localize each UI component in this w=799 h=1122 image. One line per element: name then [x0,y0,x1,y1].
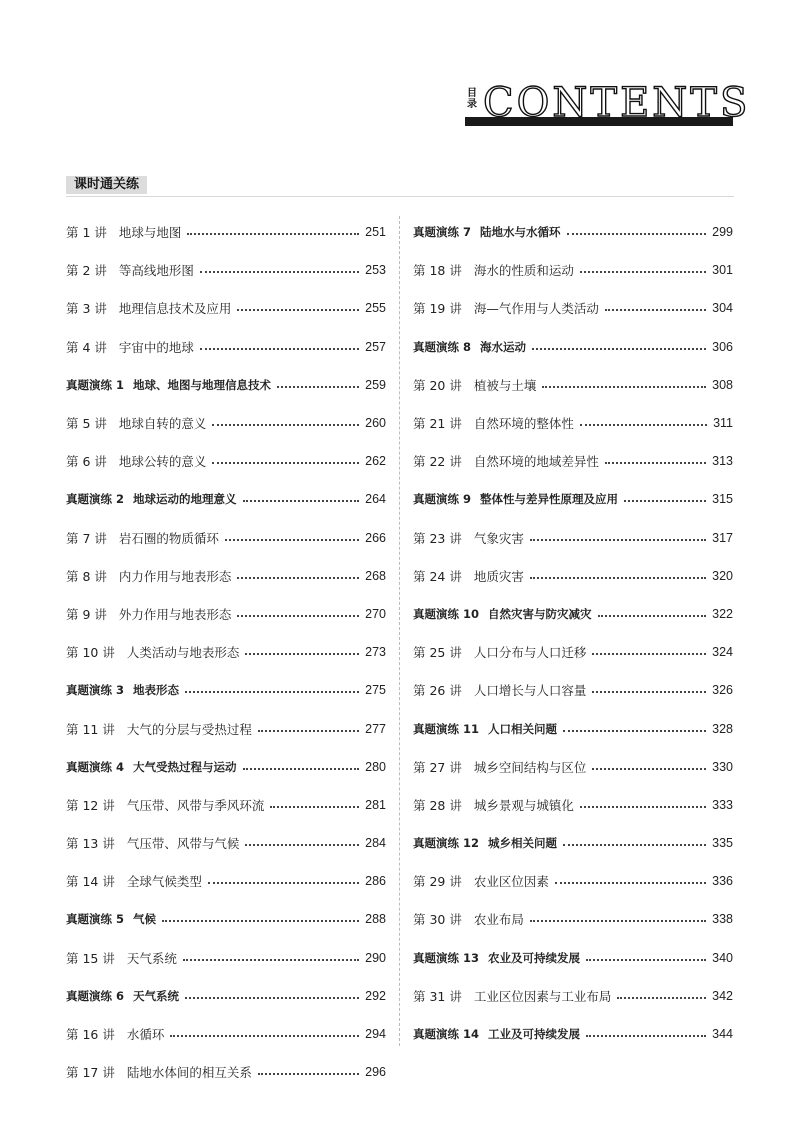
leader-dots [208,882,359,884]
leader-dots [567,233,707,235]
toc-entry-title: 自然灾害与防灾减灾 [488,606,592,621]
toc-entry-title: 岩石圈的物质循环 [118,530,219,546]
section-header [66,176,734,197]
leader-dots [586,959,706,961]
toc-entry-number: 真题演练 5 [66,912,125,927]
toc-entry[interactable] [66,595,386,633]
toc-entry-page: 275 [365,683,386,698]
toc-entry-page: 308 [712,377,733,392]
toc-entry-number: 真题演练 7 [413,225,472,240]
toc-entry-page: 262 [365,454,386,469]
toc-entry-page: 299 [712,225,733,240]
toc-entry[interactable] [413,557,733,595]
toc-entry-number: 第 21 讲 [413,416,462,432]
leader-dots [212,424,359,426]
toc-entry-number: 真题演练 4 [66,759,125,774]
toc-entry-number: 第 25 讲 [413,645,462,661]
toc-entry[interactable] [66,557,386,595]
toc-entry[interactable] [66,328,386,366]
leader-dots [200,271,359,273]
leader-dots [245,653,359,655]
leader-dots [170,1035,359,1037]
toc-entry-page: 324 [712,645,733,660]
leader-dots [542,386,706,388]
column-divider [399,216,401,1046]
toc-entry-page: 320 [712,568,733,583]
leader-dots [624,500,706,502]
leader-dots [245,844,359,846]
toc-entry[interactable] [66,862,386,900]
toc-entry-title: 内力作用与地表形态 [118,568,232,584]
toc-entry-title: 地球、地图与地理信息技术 [133,377,272,392]
toc-entry-page: 253 [365,263,386,278]
toc-entry-title: 地球与地图 [118,225,182,241]
toc-entry-number: 第 26 讲 [413,683,462,699]
toc-entry-title: 地球公转的意义 [118,454,207,470]
toc-entry-number: 真题演练 11 [413,721,480,736]
toc-entry-number: 第 5 讲 [66,416,107,432]
toc-entry-page: 296 [365,1065,386,1080]
toc-entry-page: 311 [713,416,733,431]
toc-entry[interactable] [413,671,733,709]
toc-entry-page: 304 [712,301,733,316]
toc-entry-number: 第 2 讲 [66,263,107,279]
toc-entry[interactable] [66,519,386,557]
toc-entry-title: 人类活动与地表形态 [126,645,240,661]
toc-entry-page: 322 [712,606,733,621]
leader-dots [243,768,360,770]
toc-entry[interactable] [66,900,386,938]
leader-dots [586,1035,706,1037]
leader-dots [185,997,359,999]
toc-entry-title: 植被与土壤 [473,377,537,393]
toc-entry[interactable] [413,633,733,671]
toc-entry-number: 第 19 讲 [413,301,462,317]
toc-entry-number: 真题演练 12 [413,836,480,851]
toc-entry[interactable] [66,480,386,518]
leader-dots [185,691,359,693]
leader-dots [580,424,707,426]
toc-entry-title: 自然环境的地域差异性 [473,454,599,470]
toc-entry-title: 气象灾害 [473,530,524,546]
toc-entry-title: 地表形态 [133,683,180,698]
toc-entry-title: 大气的分层与受热过程 [126,721,252,737]
toc-entry-page: 280 [365,759,386,774]
toc-entry-title: 陆地水体间的相互关系 [126,1065,252,1081]
toc-entry-number: 真题演练 14 [413,1027,480,1042]
toc-entry-number: 第 9 讲 [66,606,107,622]
logo-mulu-text: 目录 [467,88,477,110]
toc-entry[interactable] [413,748,733,786]
leader-dots [598,615,707,617]
toc-entry-title: 农业及可持续发展 [488,950,581,965]
toc-entry-title: 地球运动的地理意义 [133,492,237,507]
toc-entry-title: 海—气作用与人类活动 [473,301,599,317]
toc-entry-number: 第 27 讲 [413,759,462,775]
toc-entry-number: 第 14 讲 [66,874,115,890]
leader-dots [530,539,706,541]
toc-entry-number: 第 6 讲 [66,454,107,470]
toc-entry[interactable] [413,251,733,289]
toc-entry-number: 第 16 讲 [66,1027,115,1043]
leader-dots [187,233,359,235]
leader-dots [258,1073,359,1075]
toc-entry[interactable] [66,404,386,442]
toc-entry[interactable] [66,671,386,709]
toc-entry[interactable] [66,289,386,327]
toc-entry-title: 宇宙中的地球 [118,339,194,355]
toc-entry-page: 266 [365,530,386,545]
toc-entry-page: 301 [712,263,733,278]
leader-dots [237,615,359,617]
toc-entry-page: 333 [712,797,733,812]
toc-entry-page: 344 [712,1027,733,1042]
leader-dots [237,577,359,579]
toc-entry-title: 天气系统 [133,988,180,1003]
toc-entry-number: 第 8 讲 [66,568,107,584]
toc-entry[interactable] [413,977,733,1015]
toc-entry-number: 第 1 讲 [66,225,107,241]
toc-entry-page: 284 [365,836,386,851]
toc-entry[interactable] [413,595,733,633]
toc-entry-title: 农业区位因素 [473,874,549,890]
toc-entry-title: 工业及可持续发展 [488,1027,581,1042]
leader-dots [212,462,359,464]
leader-dots [162,920,359,922]
toc-entry[interactable] [413,366,733,404]
toc-entry-page: 260 [365,416,386,431]
toc-entry-page: 264 [365,492,386,507]
toc-entry-page: 251 [365,225,386,240]
leader-dots [592,691,706,693]
leader-dots [532,348,706,350]
toc-entry[interactable] [66,709,386,747]
toc-entry-title: 大气受热过程与运动 [133,759,237,774]
leader-dots [592,653,706,655]
toc-entry-page: 342 [712,988,733,1003]
toc-entry-title: 人口相关问题 [488,721,558,736]
leader-dots [237,309,359,311]
toc-entry[interactable] [413,213,733,251]
toc-entry[interactable] [413,786,733,824]
toc-entry-title: 气候 [133,912,157,927]
toc-entry-page: 277 [365,721,386,736]
toc-entry-number: 第 4 讲 [66,339,107,355]
toc-entry-number: 第 17 讲 [66,1065,115,1081]
toc-entry-title: 外力作用与地表形态 [118,606,232,622]
toc-entry-title: 天气系统 [126,950,177,966]
toc-entry-page: 326 [712,683,733,698]
leader-dots [605,309,706,311]
toc-entry[interactable] [413,862,733,900]
toc-entry-number: 第 7 讲 [66,530,107,546]
toc-entry[interactable] [413,289,733,327]
toc-entry-page: 336 [712,874,733,889]
toc-entry-page: 286 [365,874,386,889]
toc-entry-title: 气压带、风带与季风环流 [126,797,265,813]
leader-dots [530,577,706,579]
leader-dots [200,348,359,350]
toc-entry-number: 第 23 讲 [413,530,462,546]
toc-entry-title: 城乡相关问题 [488,836,558,851]
toc-entry[interactable] [413,480,733,518]
toc-entry-page: 313 [712,454,733,469]
section-title: 课时通关练 [66,176,147,194]
leader-dots [530,920,706,922]
toc-entry[interactable] [66,977,386,1015]
toc-entry-title: 海水的性质和运动 [473,263,574,279]
toc-entry-number: 第 29 讲 [413,874,462,890]
toc-entry[interactable] [66,442,386,480]
toc-entry-title: 水循环 [126,1027,165,1043]
leader-dots [592,768,706,770]
toc-entry-title: 地球自转的意义 [118,416,207,432]
toc-entry-title: 人口增长与人口容量 [473,683,587,699]
toc-entry-page: 330 [712,759,733,774]
contents-logo [465,80,751,126]
toc-entry-number: 第 22 讲 [413,454,462,470]
leader-dots [605,462,706,464]
toc-entry[interactable] [66,824,386,862]
toc-entry-number: 第 30 讲 [413,912,462,928]
toc-entry-number: 第 11 讲 [66,721,115,737]
toc-entry[interactable] [66,939,386,977]
toc-entry-page: 315 [712,492,733,507]
toc-entry-number: 真题演练 1 [66,377,125,392]
leader-dots [580,806,706,808]
toc-entry-number: 第 10 讲 [66,645,115,661]
toc-entry-page: 273 [365,645,386,660]
leader-dots [258,730,359,732]
toc-entry-title: 城乡景观与城镇化 [473,797,574,813]
toc-entry-page: 292 [365,988,386,1003]
toc-entry-number: 第 28 讲 [413,797,462,813]
toc-entry-page: 281 [365,797,386,812]
toc-entry-number: 真题演练 3 [66,683,125,698]
toc-right-column [413,213,733,1053]
toc-entry[interactable] [66,213,386,251]
toc-entry[interactable] [66,1015,386,1053]
leader-dots [555,882,706,884]
leader-dots [183,959,359,961]
toc-entry-number: 第 24 讲 [413,568,462,584]
toc-entry[interactable] [66,633,386,671]
toc-entry-page: 294 [365,1027,386,1042]
toc-entry-page: 338 [712,912,733,927]
toc-entry-number: 第 15 讲 [66,950,115,966]
leader-dots [563,844,706,846]
toc-entry-number: 真题演练 13 [413,950,480,965]
toc-entry-number: 真题演练 6 [66,988,125,1003]
toc-entry-number: 真题演练 9 [413,492,472,507]
toc-left-column [66,213,386,1091]
toc-entry-title: 农业布局 [473,912,524,928]
toc-entry[interactable] [413,519,733,557]
toc-entry-page: 259 [365,377,386,392]
toc-entry-title: 人口分布与人口迁移 [473,645,587,661]
toc-entry[interactable] [413,442,733,480]
toc-entry[interactable] [66,366,386,404]
toc-entry[interactable] [66,748,386,786]
toc-entry-number: 第 31 讲 [413,988,462,1004]
toc-entry-page: 290 [365,950,386,965]
toc-entry-page: 335 [712,836,733,851]
toc-entry-page: 288 [365,912,386,927]
leader-dots [563,730,706,732]
toc-entry-title: 海水运动 [480,339,527,354]
toc-entry-page: 340 [712,950,733,965]
toc-entry-title: 陆地水与水循环 [480,225,561,240]
toc-entry[interactable] [413,824,733,862]
toc-entry[interactable] [413,328,733,366]
toc-entry[interactable] [66,251,386,289]
toc-entry-number: 真题演练 2 [66,492,125,507]
toc-entry-number: 第 18 讲 [413,263,462,279]
toc-entry[interactable] [413,939,733,977]
toc-entry[interactable] [413,900,733,938]
toc-entry-number: 真题演练 10 [413,606,480,621]
toc-entry-title: 地质灾害 [473,568,524,584]
toc-entry-number: 第 20 讲 [413,377,462,393]
toc-entry-number: 真题演练 8 [413,339,472,354]
toc-entry-page: 317 [712,530,733,545]
toc-entry-title: 等高线地形图 [118,263,194,279]
toc-entry-page: 270 [365,606,386,621]
toc-entry-page: 306 [712,339,733,354]
logo-contents-text: CONTENTS [483,80,751,126]
leader-dots [225,539,359,541]
toc-entry-title: 地理信息技术及应用 [118,301,232,317]
toc-entry-title: 工业区位因素与工业布局 [473,988,612,1004]
toc-entry-page: 257 [365,339,386,354]
toc-entry-page: 255 [365,301,386,316]
leader-dots [270,806,359,808]
toc-entry-number: 第 13 讲 [66,836,115,852]
toc-entry-title: 全球气候类型 [126,874,202,890]
toc-entry-page: 268 [365,568,386,583]
toc-entry-title: 自然环境的整体性 [473,416,574,432]
toc-entry[interactable] [413,709,733,747]
toc-entry[interactable] [413,1015,733,1053]
leader-dots [617,997,706,999]
leader-dots [580,271,706,273]
toc-entry-number: 第 12 讲 [66,797,115,813]
toc-entry-title: 城乡空间结构与区位 [473,759,587,775]
toc-entry-page: 328 [712,721,733,736]
toc-entry-title: 整体性与差异性原理及应用 [480,492,619,507]
toc-entry[interactable] [66,786,386,824]
leader-dots [243,500,360,502]
toc-entry[interactable] [413,404,733,442]
leader-dots [277,386,359,388]
toc-entry[interactable] [66,1053,386,1091]
toc-entry-number: 第 3 讲 [66,301,107,317]
toc-entry-title: 气压带、风带与气候 [126,836,240,852]
